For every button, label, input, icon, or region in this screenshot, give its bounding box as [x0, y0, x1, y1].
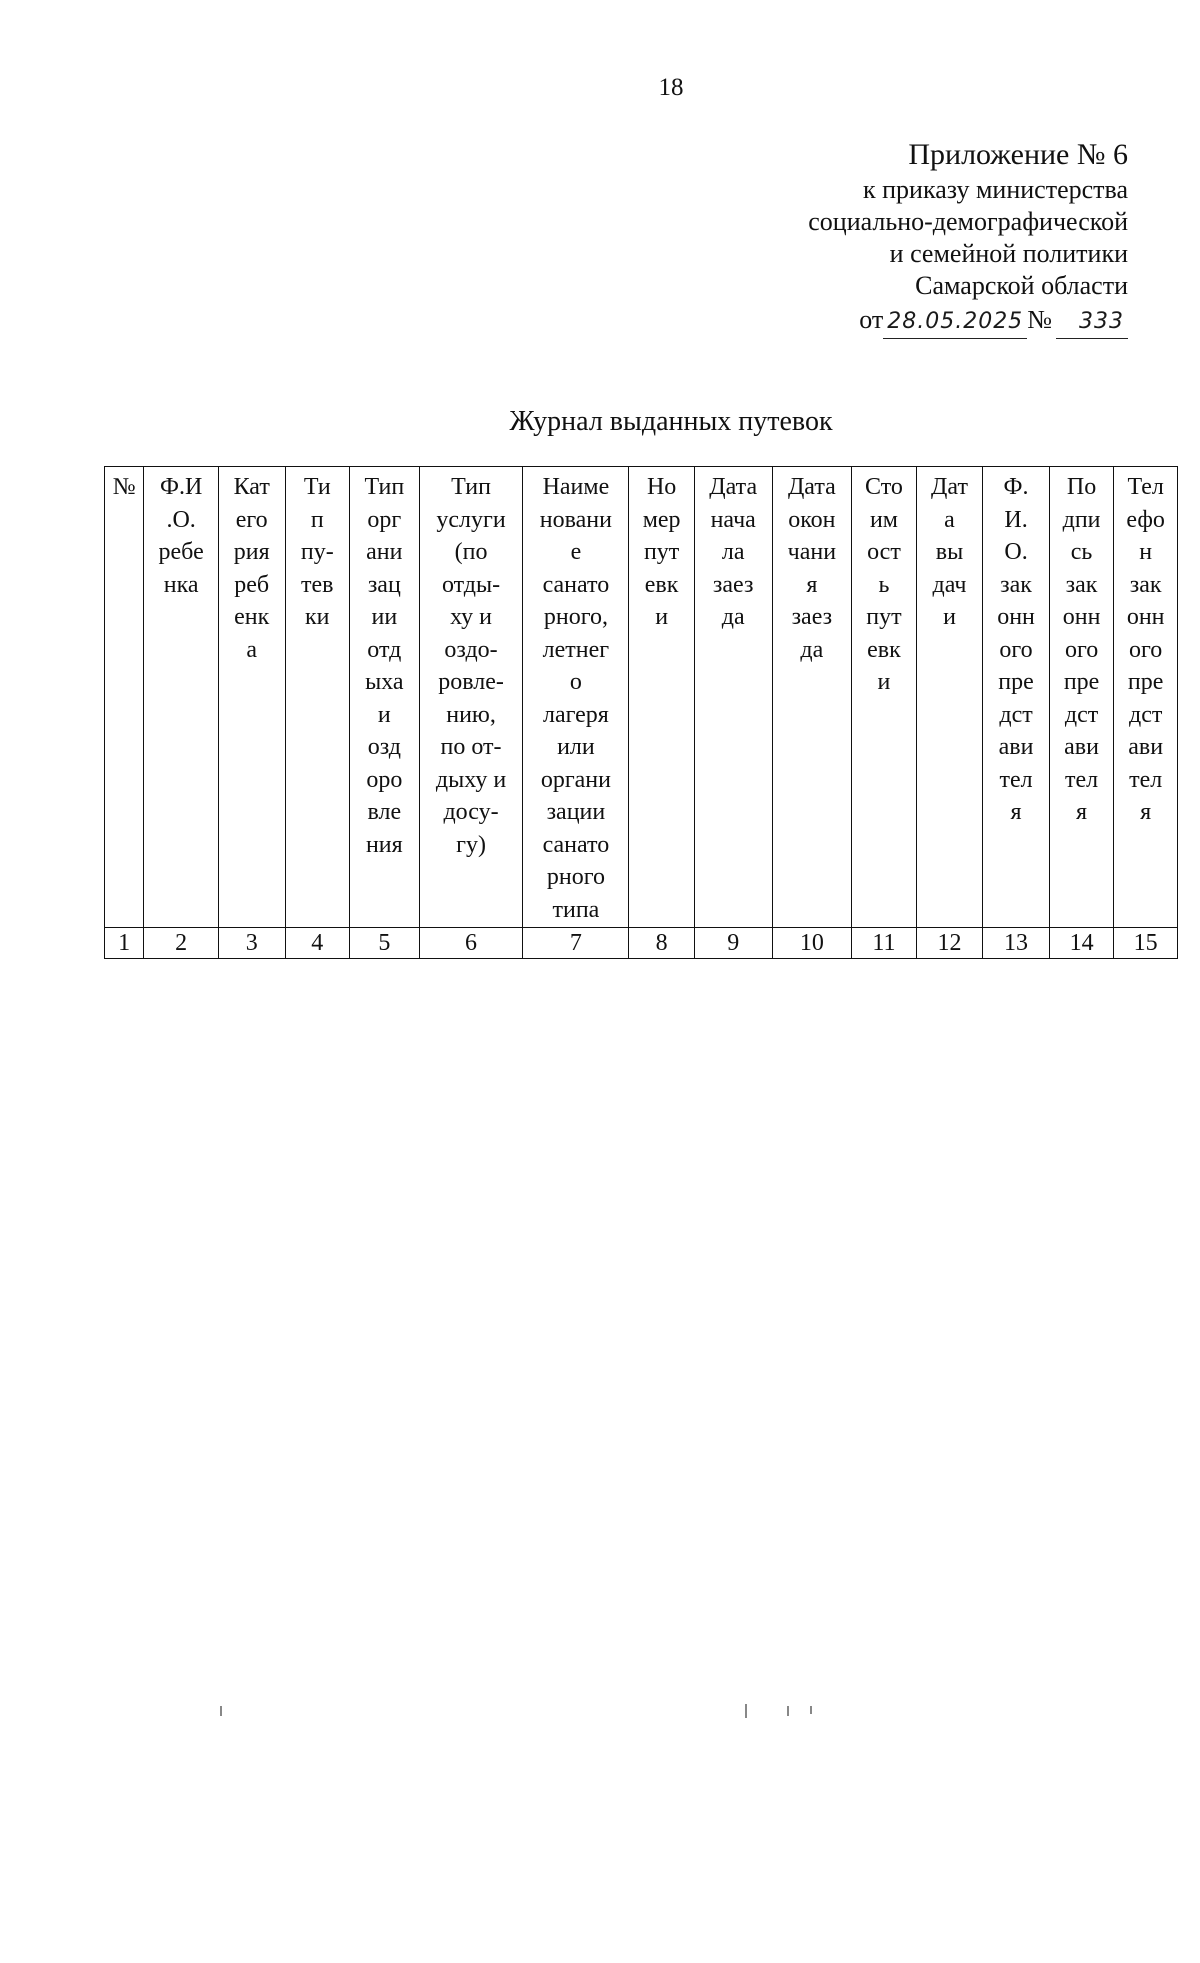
page-number: 18 [658, 74, 684, 101]
order-prefix: от [859, 305, 884, 334]
column-number-cell: 2 [144, 928, 219, 959]
header-cell: Ф.И .О. ребе нка [144, 467, 219, 928]
header-cell: Но мер пут евк и [629, 467, 695, 928]
header-cell: Дата окон чани я заез да [772, 467, 852, 928]
header-row [105, 467, 1178, 928]
journal-table [104, 466, 1178, 959]
column-number-cell: 9 [694, 928, 772, 959]
column-number-cell: 3 [218, 928, 285, 959]
column-number-cell: 12 [916, 928, 983, 959]
column-number-cell: 7 [523, 928, 629, 959]
header-cell: Ти п пу- тев ки [285, 467, 350, 928]
column-number-cell: 8 [629, 928, 695, 959]
column-number-cell: 15 [1114, 928, 1178, 959]
column-number-cell: 4 [285, 928, 350, 959]
order-line [608, 304, 1128, 339]
scan-artifact [787, 1706, 789, 1716]
order-number-label: № [1027, 305, 1052, 334]
appendix-title: Приложение № 6 [908, 138, 1128, 171]
column-number-cell: 6 [419, 928, 523, 959]
scan-artifact [810, 1706, 812, 1714]
order-number-handwritten: 333 [1056, 306, 1128, 339]
column-number-cell: 13 [983, 928, 1050, 959]
header-cell: Дат а вы дач и [916, 467, 983, 928]
scan-artifact [220, 1706, 222, 1716]
header-cell: Тел ефо н зак онн ого пре дст ави тел я [1114, 467, 1178, 928]
header-cell: Тип услуги (по отды- ху и оздо- ровле- нию, по от- дыху и досу- гу) [419, 467, 523, 928]
appendix-line: к приказу министерства [863, 175, 1128, 204]
header-cell: Тип орг ани зац ии отд ыха и озд оро вле ния [350, 467, 420, 928]
header-cell: № [105, 467, 144, 928]
appendix-block [608, 136, 1128, 339]
header-cell: Дата нача ла заез да [694, 467, 772, 928]
column-number-cell: 11 [852, 928, 917, 959]
header-cell: Сто им ост ь пут евк и [852, 467, 917, 928]
header-cell: Кат его рия реб енк а [218, 467, 285, 928]
journal-title: Журнал выданных путевок [509, 406, 833, 437]
appendix-line: и семейной политики [889, 239, 1128, 268]
header-cell: По дпи сь зак онн ого пре дст ави тел я [1049, 467, 1114, 928]
column-number-cell: 5 [350, 928, 420, 959]
header-cell: Наиме новани е санато рного, летнег о лагеря или органи зации санато рного типа [523, 467, 629, 928]
appendix-line: социально-демографической [808, 207, 1128, 236]
header-cell: Ф. И. О. зак онн ого пре дст ави тел я [983, 467, 1050, 928]
scan-artifact [745, 1704, 747, 1718]
column-number-cell: 10 [772, 928, 852, 959]
order-date-handwritten: 28.05.2025 [883, 306, 1027, 339]
column-number-row [105, 928, 1178, 959]
column-number-cell: 1 [105, 928, 144, 959]
appendix-line: Самарской области [915, 271, 1128, 300]
column-number-cell: 14 [1049, 928, 1114, 959]
